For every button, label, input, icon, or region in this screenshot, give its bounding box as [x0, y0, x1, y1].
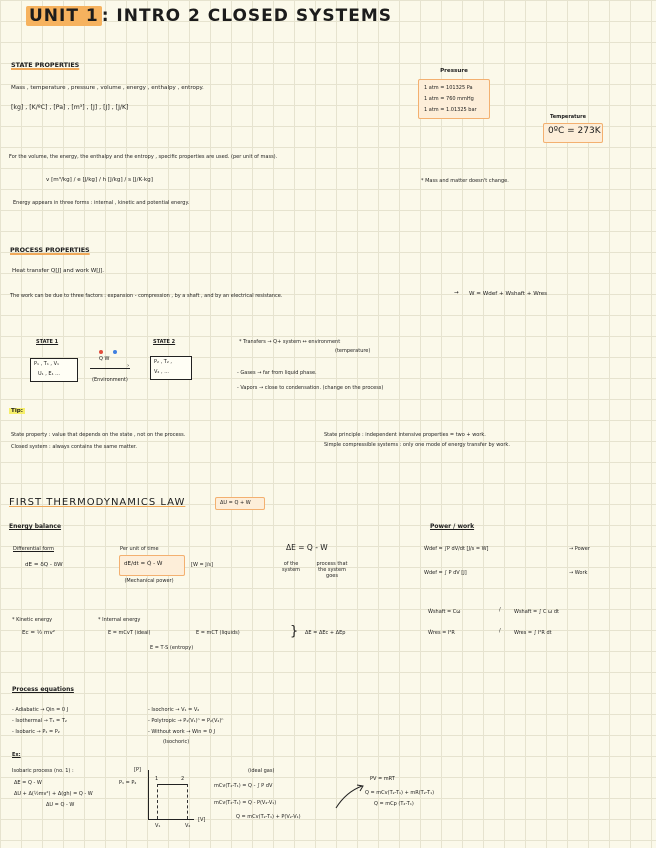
first-law-formula: ΔU = Q + W	[220, 500, 251, 506]
shaft-power: Ẇshaft = Cω	[428, 609, 461, 615]
state1-vars: U₁ , E₁ ...	[38, 371, 60, 377]
differential-equation: dE = δQ - δW	[25, 562, 63, 568]
graph-point-1: 1	[155, 776, 159, 782]
pressure-line: 1 atm = 1.01325 bar	[424, 107, 477, 113]
adiabatic: - Adiabatic → Qin = 0 J	[12, 707, 69, 713]
graph-y-label: [P]	[134, 767, 141, 773]
work-dot	[113, 350, 117, 354]
power-work-heading: Power / work	[430, 523, 475, 530]
internal-energy-label: * Internal energy	[98, 617, 141, 623]
mechanical-power-note: (Mechanical power)	[124, 578, 174, 584]
tip-state-property: State property : value that depends on the state , not on the process.	[11, 432, 186, 438]
ideal-gas-law: PV = mRT	[370, 776, 395, 782]
process-properties-heading: PROCESS PROPERTIES	[10, 246, 90, 254]
heat-equation-1: Q = mCv(T₂-T₁) + mR(T₂-T₁)	[365, 790, 435, 796]
gases-note: - Gases → far from liquid phase.	[237, 370, 317, 376]
pressure-line: 1 atm = 101325 Pa	[424, 85, 473, 91]
environment-label: (Environment)	[92, 377, 128, 383]
internal-energy-ideal: E = mCvT (ideal)	[108, 630, 151, 636]
per-unit-time-units: [W = J/s]	[191, 562, 213, 568]
vapors-note: - Vapors → close to condensation. (change on the process)	[237, 385, 384, 391]
per-unit-time-equation: dE/dt = Q̇ - Ẇ	[124, 561, 163, 567]
title-text: : INTRO 2 CLOSED SYSTEMS	[101, 6, 392, 26]
isobaric-eq1: ΔE = Q - W	[14, 780, 42, 786]
tip-label: Tip:	[11, 408, 23, 414]
graph-dashed-v2	[187, 784, 188, 819]
unit-label: UNIT 1	[26, 6, 102, 26]
pressure-label: Pressure	[440, 68, 468, 74]
graph-v1-label: V₁	[155, 823, 161, 829]
resistance-power: Ẇres = I²R	[428, 630, 455, 636]
heat-and-work: Heat transfer Q[J] and work W[J].	[12, 268, 105, 274]
specific-properties-intro: For the volume, the energy, the enthalpy and the entropy , specific properties are used. (per unit of mass).	[9, 154, 278, 160]
state2-label: STATE 2	[153, 339, 176, 345]
curved-arrow-icon	[334, 782, 366, 810]
example-label: Ex:	[12, 752, 21, 758]
isochoric-sub: (Isochoric)	[163, 739, 190, 745]
state-properties-units: [kg] , [K/ºC] , [Pa] , [m³] , [J] , [J] , [J/K]	[11, 104, 129, 111]
process-arrow-line	[90, 368, 130, 369]
work-formula-arrow: →	[454, 290, 459, 296]
ideal-gas-label: (ideal gas)	[248, 768, 275, 774]
kinetic-energy-label: * Kinetic energy	[12, 617, 53, 623]
of-the-system-note: of the system	[281, 561, 301, 573]
energy-balance-heading: Energy balance	[9, 523, 62, 530]
isobaric-eq2: ΔU + Δ(½mv²) + Δ(gh) = Q - W	[14, 791, 93, 797]
process-note: process that the system goes	[316, 561, 348, 579]
differential-form-label: Differential form	[13, 546, 55, 552]
internal-energy-entropy: E = T·S (entropy)	[150, 645, 194, 651]
resistance-work: Wres = ∫ I²R dt	[514, 630, 552, 636]
work-equation: Wdef = ∫ P dV [J]	[424, 570, 467, 576]
isobaric: - Isobaric → P₁ = P₂	[12, 729, 60, 735]
ideal-gas-eq1: mCv(T₂-T₁) = Q - ∫ P dV	[214, 783, 273, 789]
graph-y-axis	[148, 770, 149, 820]
per-unit-time-label: Per unit of time	[120, 546, 159, 552]
process-arrowhead: ›	[127, 363, 130, 369]
specific-properties-units: v [m³/kg] / e [J/kg] / h [J/kg] / s [J/K·kg]	[46, 177, 153, 183]
power-label: → Power	[569, 546, 590, 552]
without-work: - Without work → Win = 0 J	[148, 729, 215, 735]
kinetic-energy-equation: Ec = ½ mv²	[22, 630, 56, 636]
shaft-work: Wshaft = ∫ C ω dt	[514, 609, 559, 615]
heat-dot	[99, 350, 103, 354]
graph-x-label: [V]	[198, 817, 206, 823]
brace: }	[290, 624, 299, 639]
internal-energy-liquids: E = mCT (liquids)	[196, 630, 240, 636]
state-properties-list: Mass , temperature , pressure , volume , energy , enthalpy , entropy.	[11, 85, 204, 91]
state2-vars: P₂ , T₂ ,	[154, 359, 173, 365]
ideal-gas-eq2: mCv(T₂-T₁) = Q - P(V₂-V₁)	[214, 800, 277, 806]
temperature-value: 0ºC = 273K	[548, 126, 601, 136]
process-equations-heading: Process equations	[12, 686, 74, 693]
graph-point-2: 2	[181, 776, 185, 782]
slash: /	[499, 607, 501, 613]
isothermal: - Isothermal → T₁ = T₂	[12, 718, 67, 724]
graph-x-axis	[148, 819, 194, 820]
work-formula: W = Wdef + Wshaft + Wres	[469, 291, 548, 297]
graph-process-line	[157, 784, 187, 785]
slash: /	[499, 628, 501, 634]
isobaric-eq3: ΔU = Q - W	[46, 802, 75, 808]
isochoric: - Isochoric → V₁ = V₂	[148, 707, 200, 713]
work-label: → Work	[569, 570, 588, 576]
state1-vars: P₁ , T₁ , V₁	[34, 361, 60, 367]
work-ways: The work can be due to three factors : expansion - compression , by a shaft , and by an electrical resistance.	[10, 293, 283, 299]
power-equation: Ẇdef = ∫P dV/dt [J/s = W]	[424, 546, 489, 552]
qw-label: Q W	[99, 356, 110, 362]
tip-state-principle: State principle : independent intensive properties = two + work.	[324, 432, 486, 438]
heat-equation-2: Q = mCp (T₂-T₁)	[374, 801, 414, 807]
isobaric-example-label: Isobaric process (no. 1) :	[12, 768, 74, 774]
graph-v2-label: V₂	[185, 823, 191, 829]
transfers-note: * Transfers → Q+ system ↔ environment	[239, 339, 341, 345]
pressure-line: 1 atm = 760 mmHg	[424, 96, 474, 102]
mass-note: * Mass and matter doesn't change.	[421, 178, 509, 184]
delta-e-equation: ΔE = Q - W	[286, 543, 328, 552]
tip-simple-systems: Simple compressible systems : only one mode of energy transfer by work.	[324, 442, 510, 448]
ideal-gas-eq3: Q = mCv(T₂-T₁) + P(V₂-V₁)	[236, 814, 301, 820]
polytropic: - Polytropic → P₁(V₁)ⁿ = P₂(V₂)ⁿ	[148, 718, 224, 724]
first-law-heading: FIRST THERMODYNAMICS LAW	[9, 497, 186, 508]
state1-label: STATE 1	[36, 339, 59, 345]
transfers-sub: (temperature)	[335, 348, 371, 354]
state-properties-heading: STATE PROPERTIES	[11, 61, 80, 69]
energy-forms: Energy appears in three forms : internal , kinetic and potential energy.	[13, 200, 190, 206]
state2-vars: V₂ , ...	[154, 369, 169, 375]
tip-closed-system: Closed system : always contains the same matter.	[11, 444, 137, 450]
total-energy-equation: ΔE = ΔEc + ΔEp	[305, 630, 346, 636]
graph-dashed-v1	[157, 784, 158, 819]
page-title	[26, 6, 392, 26]
graph-pressure-label: P₁ = P₂	[119, 780, 137, 786]
temperature-label: Temperature	[550, 114, 586, 120]
